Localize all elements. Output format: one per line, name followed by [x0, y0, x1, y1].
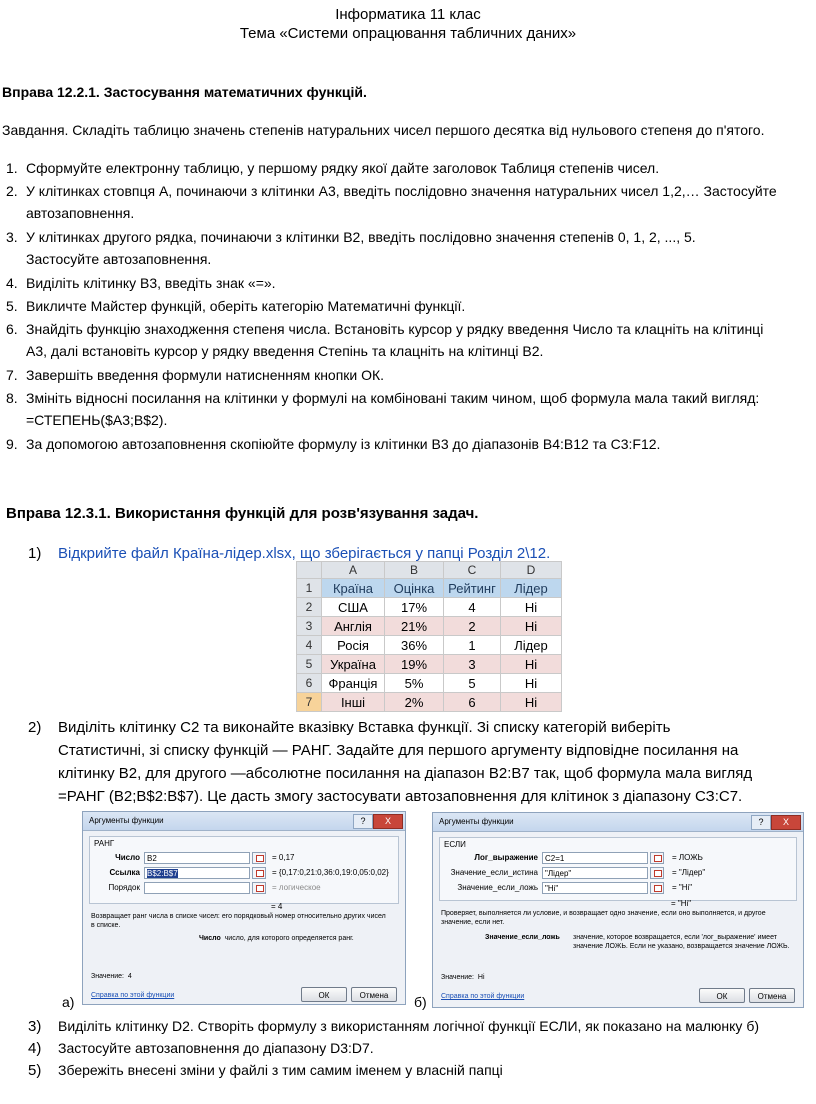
formula-result: = 4 [271, 902, 283, 911]
step-text: У клітинках стовпця А, починаючи з клітинки А3, введіть послідовно значення натуральних чисел 1,2,… Застосуйте [26, 183, 777, 199]
arg-input-if-true[interactable]: "Лідер" [542, 867, 648, 879]
cell: Ні [501, 674, 562, 693]
formula-result: = "Ні" [671, 899, 692, 908]
table-row [297, 655, 562, 674]
close-button[interactable]: X [771, 815, 801, 830]
step-text: Змініть відносні посилання на клітинки у формулі на комбіновані таким чином, щоб формула мала такий вигляд: [26, 390, 760, 406]
arg-label: Лог_выражение [474, 853, 538, 862]
cell: 5% [385, 674, 444, 693]
arg-result: = ЛОЖЬ [672, 853, 703, 862]
arg-description-name: Число [199, 935, 221, 942]
step-text: Виділіть клітинку В3, введіть знак «=». [26, 275, 276, 291]
step-text-cont: автозаповнення. [26, 205, 135, 221]
arg-result-value: {0,17:0,21:0,36:0,19:0,05:0,02} [278, 868, 389, 877]
arg-input-order[interactable] [144, 882, 250, 894]
ex1-title: Вправа 12.2.1. Застосування математичних функцій. [2, 84, 367, 100]
step-number: 3. [6, 229, 18, 245]
step-number: 1) [28, 545, 42, 562]
range-select-icon[interactable] [252, 852, 266, 864]
cell: Лідер [501, 579, 562, 598]
step-number: 5) [28, 1062, 42, 1079]
cancel-button[interactable]: Отмена [351, 987, 397, 1002]
function-name: РАНГ [94, 839, 115, 848]
row-header: 2 [297, 598, 322, 617]
cell: 1 [444, 636, 501, 655]
step-number: 4. [6, 275, 18, 291]
arg-result-value: ЛОЖЬ [678, 853, 703, 862]
value-label: Значение: [91, 973, 124, 980]
cell: Ні [501, 655, 562, 674]
step-number: 2. [6, 183, 18, 199]
step-number: 4) [28, 1040, 42, 1057]
column-header: B [385, 562, 444, 579]
table-row [297, 598, 562, 617]
arg-result-value: логическое [278, 883, 321, 892]
table-row [297, 617, 562, 636]
arg-label: Число [115, 853, 140, 862]
ex1-task: Завдання. Складіть таблицю значень степенів натуральних чисел першого десятка від нульового степеня до п'ятого. [2, 122, 765, 138]
row-header: 6 [297, 674, 322, 693]
value-text: Ні [477, 974, 485, 981]
cell: 21% [385, 617, 444, 636]
cell: 17% [385, 598, 444, 617]
close-button[interactable]: X [373, 814, 403, 829]
cancel-button[interactable]: Отмена [749, 988, 795, 1003]
row-header: 3 [297, 617, 322, 636]
help-link[interactable]: Справка по этой функции [441, 993, 525, 1000]
arg-result-value: 0,17 [278, 853, 295, 862]
arg-input-number[interactable]: B2 [144, 852, 250, 864]
step-text: Виділіть клітинку D2. Створіть формулу з використанням логічної функції ЕСЛИ, як показано на малюнку б) [58, 1018, 759, 1034]
table-row [297, 579, 562, 598]
step-text: Застосуйте автозаповнення до діапазону D3:D7. [58, 1040, 374, 1056]
value-label: Значение: [441, 974, 474, 981]
arg-input-if-false[interactable]: "Ні" [542, 882, 648, 894]
step-text: У клітинках другого рядка, починаючи з клітинки В2, введіть послідовно значення степенів 0, 1, 2, ..., 5. [26, 229, 696, 245]
step-text-cont: Статистичні, зі списку функцій — РАНГ. Задайте для першого аргументу відповідне посилання на [58, 742, 739, 759]
dialog-title: Аргументы функции [89, 816, 164, 825]
arg-description-name: Значение_если_ложь [485, 934, 560, 941]
step-text-cont: клітинку В2, для другого —абсолютне посилання на діапазон В2:В7 так, щоб формула мала вигляд [58, 765, 753, 782]
row-header: 1 [297, 579, 322, 598]
cell: 2% [385, 693, 444, 712]
arg-input-logical[interactable]: C2=1 [542, 852, 648, 864]
step-text-cont: =РАНГ (В2;В$2:В$7). Це дасть змогу застосувати автозаповнення для клітинок з діапазону СЗ:С7. [58, 788, 743, 805]
value-line [441, 973, 485, 982]
row-header: 4 [297, 636, 322, 655]
figure-label-a: а) [62, 994, 75, 1010]
cell: Ні [501, 617, 562, 636]
column-header: A [322, 562, 385, 579]
value-line [91, 972, 132, 981]
help-button[interactable]: ? [353, 814, 373, 829]
range-select-icon[interactable] [650, 852, 664, 864]
step-text: Сформуйте електронну таблицю, у першому рядку якої дайте заголовок Таблиця степенів чисел. [26, 160, 660, 176]
cell: 5 [444, 674, 501, 693]
arg-result-value: "Ні" [678, 883, 693, 892]
corner-cell [297, 562, 322, 579]
doc-header-line2: Тема «Системи опрацювання табличних даних» [239, 25, 577, 42]
cell: Ні [501, 693, 562, 712]
dialog-title: Аргументы функции [439, 817, 514, 826]
cell: 19% [385, 655, 444, 674]
function-arguments-dialog-rank [82, 811, 406, 1005]
row-header: 7 [297, 693, 322, 712]
cell: Росія [322, 636, 385, 655]
arguments-group [89, 836, 399, 904]
step-number: 3) [28, 1018, 42, 1035]
step-number: 5. [6, 298, 18, 314]
range-select-icon[interactable] [252, 882, 266, 894]
cell: Інші [322, 693, 385, 712]
step-text: За допомогою автозаповнення скопіюйте формулу із клітинки В3 до діапазонів В4:В12 та С3:F12. [26, 436, 661, 452]
table-row [297, 636, 562, 655]
function-name: ЕСЛИ [444, 840, 466, 849]
arg-result-value: "Лідер" [678, 868, 706, 877]
function-description: Возвращает ранг числа в списке чисел: его порядковый номер относительно других чисел в списке. [91, 913, 386, 929]
step-text: Завершіть введення формули натисненням кнопки ОК. [26, 367, 385, 383]
help-button[interactable]: ? [751, 815, 771, 830]
step-text: Збережіть внесені зміни у файлі з тим самим іменем у власній папці [58, 1062, 503, 1078]
dialog-titlebar [83, 812, 405, 831]
step-text: Викличте Майстер функцій, оберіть категорію Математичні функції. [26, 298, 466, 314]
arg-result: = {0,17:0,21:0,36:0,19:0,05:0,02} [272, 868, 389, 877]
ex2-title: Вправа 12.3.1. Використання функцій для розв'язування задач. [6, 505, 479, 522]
cell: Франція [322, 674, 385, 693]
range-select-icon[interactable] [650, 882, 664, 894]
cell: Оцінка [385, 579, 444, 598]
cell: Англія [322, 617, 385, 636]
arg-result: = "Ні" [672, 883, 693, 892]
selected-text: B$2:B$7 [147, 869, 178, 878]
step-number: 6. [6, 321, 18, 337]
step-text-cont: =СТЕПЕНЬ($A3;B$2). [26, 412, 168, 428]
arg-label: Значение_если_истина [450, 868, 538, 877]
function-arguments-dialog-if [432, 812, 804, 1008]
cell: 4 [444, 598, 501, 617]
range-select-icon[interactable] [252, 867, 266, 879]
arg-description [199, 934, 354, 943]
range-select-icon[interactable] [650, 867, 664, 879]
cell: Україна [322, 655, 385, 674]
arg-result: = 0,17 [272, 853, 295, 862]
arg-description-text: значение, которое возвращается, если 'лог_выражение' имеет [573, 934, 777, 941]
arguments-group [439, 837, 797, 901]
step-text: Відкрийте файл Країна-лідер.xlsx, що зберігається у папці Розділ 2\12. [58, 545, 551, 562]
dialog-titlebar [433, 813, 803, 832]
table-row [297, 674, 562, 693]
arg-label: Порядок [108, 883, 140, 892]
cell: Рейтинг [444, 579, 501, 598]
step-number: 1. [6, 160, 18, 176]
arg-label: Значение_если_ложь [457, 883, 538, 892]
cell: Країна [322, 579, 385, 598]
arg-result: = "Лідер" [672, 868, 706, 877]
arg-result: = логическое [272, 883, 321, 892]
table-row [297, 693, 562, 712]
function-description: Проверяет, выполняется ли условие, и возвращает одно значение, если оно выполняется, и другое значение, если нет. [441, 910, 766, 926]
cell: США [322, 598, 385, 617]
step-number: 7. [6, 367, 18, 383]
ok-button[interactable]: ОК [301, 987, 347, 1002]
column-header: D [501, 562, 562, 579]
cell: 2 [444, 617, 501, 636]
step-text-cont: А3, далі встановіть курсор у рядку введення Степінь та клацніть на клітинці В2. [26, 343, 544, 359]
cell: 3 [444, 655, 501, 674]
column-header-row [297, 562, 562, 579]
step-number: 2) [28, 719, 42, 736]
cell: Ні [501, 598, 562, 617]
help-link[interactable]: Справка по этой функции [91, 992, 175, 999]
arg-label: Ссылка [109, 868, 140, 877]
cell: 6 [444, 693, 501, 712]
step-number: 8. [6, 390, 18, 406]
step-text-cont: Застосуйте автозаповнення. [26, 251, 212, 267]
step-text: Знайдіть функцію знаходження степеня числа. Встановіть курсор у рядку введення Число та клацніть на клітинці [26, 321, 764, 337]
arg-input-reference[interactable] [144, 867, 250, 879]
spreadsheet-table [296, 561, 562, 712]
cell: Лідер [501, 636, 562, 655]
ok-button[interactable]: ОК [699, 988, 745, 1003]
cell: 36% [385, 636, 444, 655]
row-header: 5 [297, 655, 322, 674]
step-text: Виділіть клітинку С2 та виконайте вказівку Вставка функції. Зі списку категорій виберіть [58, 719, 671, 736]
doc-header-line1: Інформатика 11 клас [335, 6, 481, 23]
arg-description-text-cont: значение ЛОЖЬ. Если не указано, возвращается значение ЛОЖЬ. [573, 943, 790, 950]
value-text: 4 [127, 973, 132, 980]
column-header: C [444, 562, 501, 579]
arg-description-text: число, для которого определяется ранг. [224, 935, 354, 942]
step-number: 9. [6, 436, 18, 452]
figure-label-b: б) [414, 994, 427, 1010]
